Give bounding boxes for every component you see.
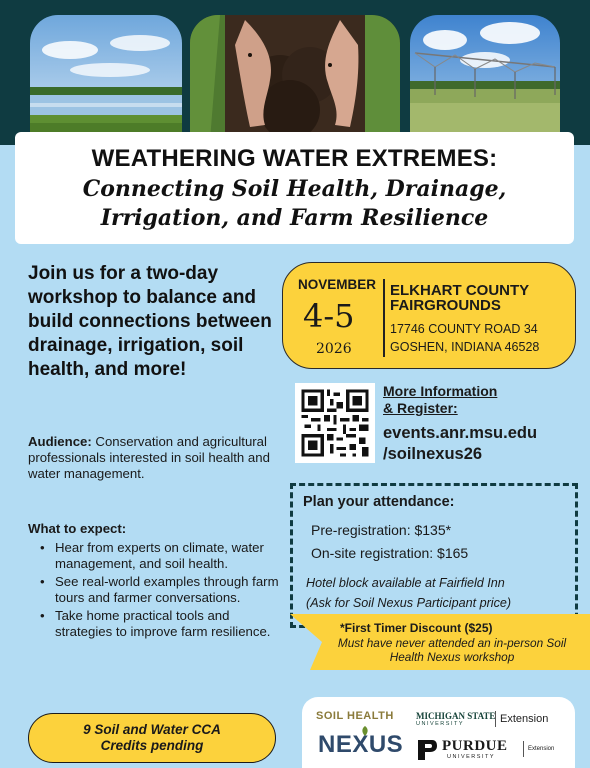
event-date-box bbox=[282, 262, 576, 369]
soil-health-nexus-logo-top: SOIL HEALTH bbox=[316, 710, 394, 722]
cca-line-1: 9 Soil and Water CCA bbox=[83, 722, 221, 737]
bullet: • bbox=[40, 608, 45, 623]
more-info-heading[interactable] bbox=[383, 383, 497, 417]
flooded-field-photo bbox=[30, 15, 182, 140]
purdue-logo-name: PURDUE bbox=[442, 738, 508, 754]
venue-name bbox=[390, 283, 570, 313]
venue-line-1: ELKHART COUNTY bbox=[390, 282, 530, 299]
registration-url[interactable] bbox=[383, 423, 537, 465]
hotel-line-1: Hotel block available at Fairfield Inn bbox=[306, 576, 505, 590]
expect-heading: What to expect: bbox=[28, 521, 127, 536]
discount-ribbon bbox=[290, 614, 590, 670]
soil-hands-photo bbox=[190, 15, 400, 140]
url-line-2: /soilnexus26 bbox=[383, 445, 483, 463]
list-item-text: See real-world examples through farm tours and farmer conversations. bbox=[55, 574, 279, 605]
partner-logos bbox=[302, 697, 575, 768]
soil-health-nexus-logo-bottom: NEXUS bbox=[318, 731, 404, 758]
msu-logo-name: MICHIGAN STATE bbox=[416, 711, 496, 721]
subtitle-line-2: Irrigation, and Farm Resilience bbox=[100, 205, 489, 231]
subtitle-line-1: Connecting Soil Health, Drainage, bbox=[82, 176, 507, 202]
date-divider bbox=[383, 279, 385, 357]
venue-line-2: FAIRGROUNDS bbox=[390, 297, 501, 314]
audience-text: Conservation and agricultural professionals interested in soil health and water management. bbox=[28, 434, 270, 481]
venue-address bbox=[390, 320, 539, 356]
bullet: • bbox=[40, 540, 45, 555]
discount-title: *First Timer Discount ($25) bbox=[340, 621, 493, 635]
preregistration-price: Pre-registration: $135* bbox=[311, 522, 452, 538]
msu-logo-university: UNIVERSITY bbox=[416, 721, 465, 727]
intro-text: Join us for a two-day workshop to balance and build connections between drainage, irrigation, soil health, and more! bbox=[28, 263, 272, 380]
list-item bbox=[38, 574, 283, 606]
purdue-p-icon bbox=[416, 738, 438, 762]
purdue-logo-university: UNIVERSITY bbox=[447, 754, 496, 760]
onsite-price: On-site registration: $165 bbox=[311, 545, 469, 561]
address-line-2: GOSHEN, INDIANA 46528 bbox=[390, 340, 540, 354]
bullet: • bbox=[40, 574, 45, 589]
list-item-text: Take home practical tools and strategies to improve farm resilience. bbox=[55, 608, 271, 639]
msu-divider bbox=[495, 711, 496, 727]
expect-list bbox=[38, 540, 283, 642]
attendance-heading: Plan your attendance: bbox=[303, 494, 455, 510]
event-days: 4-5 bbox=[303, 297, 355, 335]
event-month: NOVEMBER bbox=[298, 277, 377, 292]
list-item bbox=[38, 608, 283, 640]
title-panel bbox=[15, 132, 574, 244]
audience-label: Audience: bbox=[28, 434, 92, 449]
qr-code[interactable] bbox=[295, 383, 375, 463]
cca-credits-badge bbox=[28, 713, 276, 763]
url-line-1: events.anr.msu.edu bbox=[383, 424, 538, 442]
irrigation-pivot-photo bbox=[410, 15, 560, 140]
cca-line-2: Credits pending bbox=[100, 738, 204, 753]
discount-note: Must have never attended an in-person Soil Health Nexus workshop bbox=[337, 636, 567, 664]
list-item-text: Hear from experts on climate, water management, and soil health. bbox=[55, 540, 264, 571]
more-info-line-1: More Information bbox=[383, 383, 498, 399]
hotel-line-2: (Ask for Soil Nexus Participant price) bbox=[306, 596, 512, 610]
subtitle bbox=[15, 175, 574, 233]
hotel-note bbox=[306, 573, 511, 613]
more-info-line-2: & Register: bbox=[383, 400, 458, 416]
audience-paragraph bbox=[28, 434, 278, 482]
purdue-extension: Extension bbox=[528, 746, 555, 752]
address-line-1: 17746 COUNTY ROAD 34 bbox=[390, 322, 538, 336]
event-year: 2026 bbox=[316, 341, 352, 357]
main-title: WEATHERING WATER EXTREMES: bbox=[91, 145, 498, 172]
msu-extension: Extension bbox=[500, 713, 549, 725]
purdue-divider bbox=[523, 741, 524, 757]
attendance-box bbox=[290, 483, 578, 628]
list-item bbox=[38, 540, 283, 572]
